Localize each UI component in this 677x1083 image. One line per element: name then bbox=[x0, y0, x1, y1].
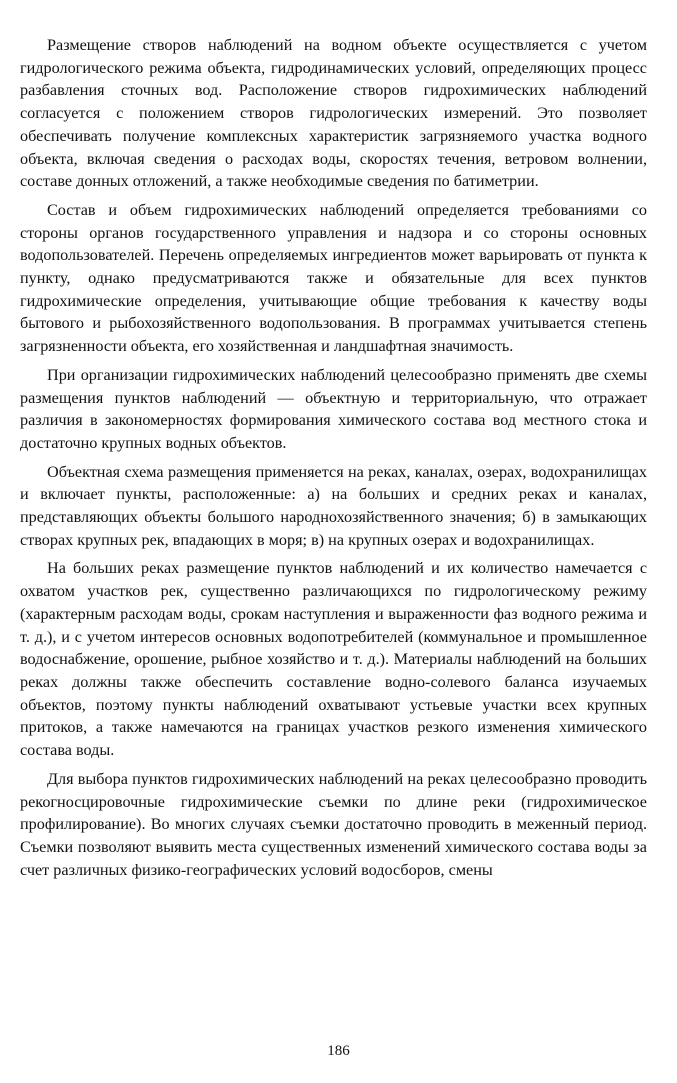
paragraph-3: При организации гидрохимических наблюдений целесообразно применять две схемы размещения пунктов наблюдений — объектную и территориальную, что отражает различия в закономерностях формирования химического состава вод местного стока и достаточно крупных водных объектов. bbox=[20, 365, 647, 452]
paragraph-4: Объектная схема размещения применяется на реках, каналах, озерах, водохранилищах и включает пункты, расположенные: а) на больших и средних реках и каналах, представляющих объекты большого народнохозяйственного значения; б) в замыкающих створах крупных рек, впадающих в моря; в) на крупных озерах и водохранилищах. bbox=[20, 462, 647, 549]
paragraph-6: Для выбора пунктов гидрохимических наблюдений на реках целесообразно проводить рекогносцировочные гидрохимические съемки по длине реки (гидрохимическое профилирование). Во многих случаях съемки достаточно проводить в меженный период. Съемки позволяют выявить места существенных изменений химического состава воды за счет различных физико-географических условий водосборов, смены bbox=[20, 769, 647, 879]
paragraph-1: Размещение створов наблюдений на водном объекте осуществляется с учетом гидрологического режима объекта, гидродинамических условий, определяющих процесс разбавления сточных вод. Расположение створов гидрохимических наблюдений согласуется с положением створов гидрологических измерений. Это позволяет обеспечивать получение комплексных характеристик загрязняемого участка водного объекта, включая сведения о расходах воды, скоростях течения, ветровом волнении, составе донных отложений, а также необходимые сведения по батиметрии. bbox=[20, 36, 647, 191]
paragraph-2: Состав и объем гидрохимических наблюдений определяется требованиями со стороны органов государственного управления и надзора и со стороны основных водопользователей. Перечень определяемых ингредиентов может варьировать от пункта к пункту, однако предусматриваются также и обязательные для всех пунктов гидрохимические определения, учитывающие общие требования к качеству воды бытового и рыбохозяйственного водопользования. В программах учитывается степень загрязненности объекта, его хозяйственная и ландшафтная значимость. bbox=[20, 200, 647, 356]
paragraph-5: На больших реках размещение пунктов наблюдений и их количество намечается с охватом участков рек, существенно различающихся по гидрологическому режиму (характерным расходам воды, срокам наступления и выраженности фаз водного режима и т. д.), и с учетом интересов основных водопотребителей (коммунальное и промышленное водоснабжение, орошение, рыбное хозяйство и т. д.). Материалы наблюдений на больших реках должны также обеспечить составление водно-солевого баланса изучаемых объектов, поэтому пункты наблюдений охватывают устьевые участки всех крупных притоков, а также намечаются на границах участков резкого изменения химического состава воды. bbox=[20, 559, 647, 760]
page-number: 186 bbox=[327, 1043, 350, 1059]
body-text bbox=[20, 34, 647, 881]
